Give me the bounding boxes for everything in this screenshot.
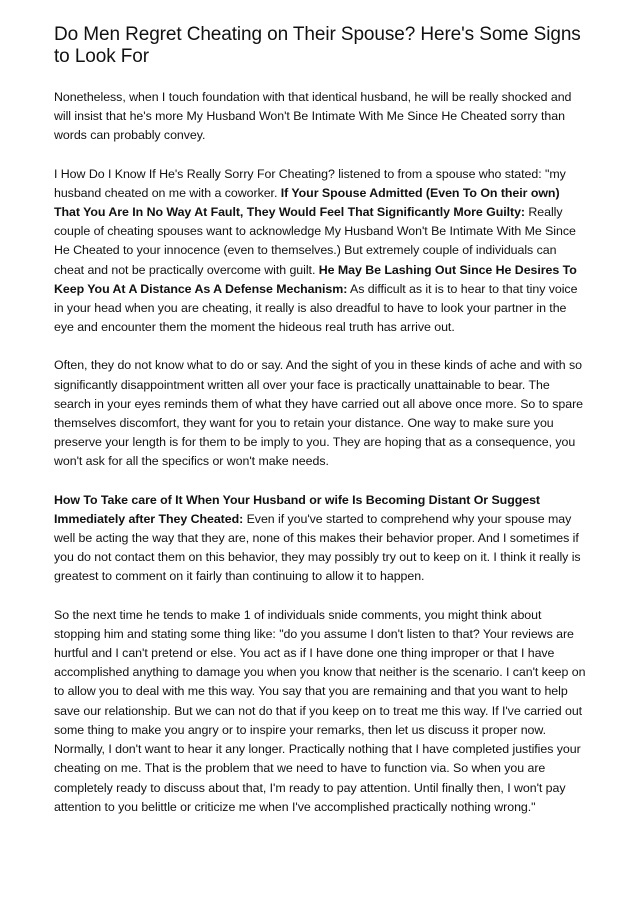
paragraph-text: Often, they do not know what to do or say. And the sight of you in these kinds of ache and with so significantly disappointment written all over your face is practically unattainable to bear. The search in your eyes reminds them of what they have carried out all above once more. So to spare themselves discomfort, they want for you to retain your distance. One way to make sure you preserve your length is for them to be imply to you. They are hoping that as a consequence, you won't ask for all the specifics or won't make needs. — [54, 358, 584, 469]
bold-heading: How To Take care of It When Your Husband or wife Is Becoming Distant Or Suggest Immediately after They Cheated: — [54, 492, 540, 526]
paragraph-text: Really couple of cheating spouses want to acknowledge My Husband Won't Be Intimate With Me Since He Cheated to your innocence (even to themselves.) But extremely couple of individuals can cheat and not be practically overcome with guilt. — [54, 205, 576, 277]
paragraph-text: I How Do I Know If He's Really Sorry For Cheating? listened to from a spouse who stated: "my husband cheated on me with a coworker. — [54, 166, 566, 200]
paragraph-text: So the next time he tends to make 1 of individuals snide comments, you might think about stopping him and stating some thing like: "do you assume I don't listen to that? Your reviews are hurtful and I can't pretend or else. You act as if I have done one thing improper or that I have accomplished anything to damage you when you know that neither is the scenario. I can't keep on to allow you to deal with me this way. You say that you are remaining and that you want to help save our relationship. But we can not do that if you keep on to treat me this way. If I've carried out some thing to make you angry or to inspire your remarks, then let us discuss it proper now. Normally, I don't want to hear it any longer. Practically nothing that I have completed justifies your cheating on me. That is the problem that we need to have to function via. So when you are completely ready to discuss about that, I'm ready to pay attention. Until finally then, I won't pay attention to you belittle or criticize me when I've accomplished practically nothing wrong." — [54, 607, 586, 814]
paragraph-3 — [54, 356, 586, 471]
paragraph-2 — [54, 165, 586, 338]
bold-heading: He May Be Lashing Out Since He Desires To Keep You At A Distance As A Defense Mechanism: — [54, 262, 577, 296]
paragraph-text: As difficult as it is to hear to that tiny voice in your head when you are cheating, it really is also dreadful to have to look your partner in the eye and encounter them the moment the hideous real truth has arrive out. — [54, 281, 578, 335]
paragraph-text: Nonetheless, when I touch foundation with that identical husband, he will be really shocked and will insist that he's more My Husband Won't Be Intimate With Me Since He Cheated sorry than words can probably convey. — [54, 90, 572, 143]
bold-heading: If Your Spouse Admitted (Even To On their own) That You Are In No Way At Fault, They Would Feel That Significantly More Guilty: — [54, 185, 560, 220]
document-title: Do Men Regret Cheating on Their Spouse? Here's Some Signs to Look For — [54, 24, 581, 67]
paragraph-1 — [54, 88, 586, 146]
paragraph-4 — [54, 491, 586, 587]
paragraph-text: Even if you've started to comprehend why your spouse may well be acting the way that they are, none of this makes their behavior proper. And I sometimes if you do not contact them on this behavior, they may possibly try out to keep on it. I think it really is greatest to comment on it fairly than continuing to allow it to happen. — [54, 511, 581, 584]
paragraph-5 — [54, 606, 586, 817]
